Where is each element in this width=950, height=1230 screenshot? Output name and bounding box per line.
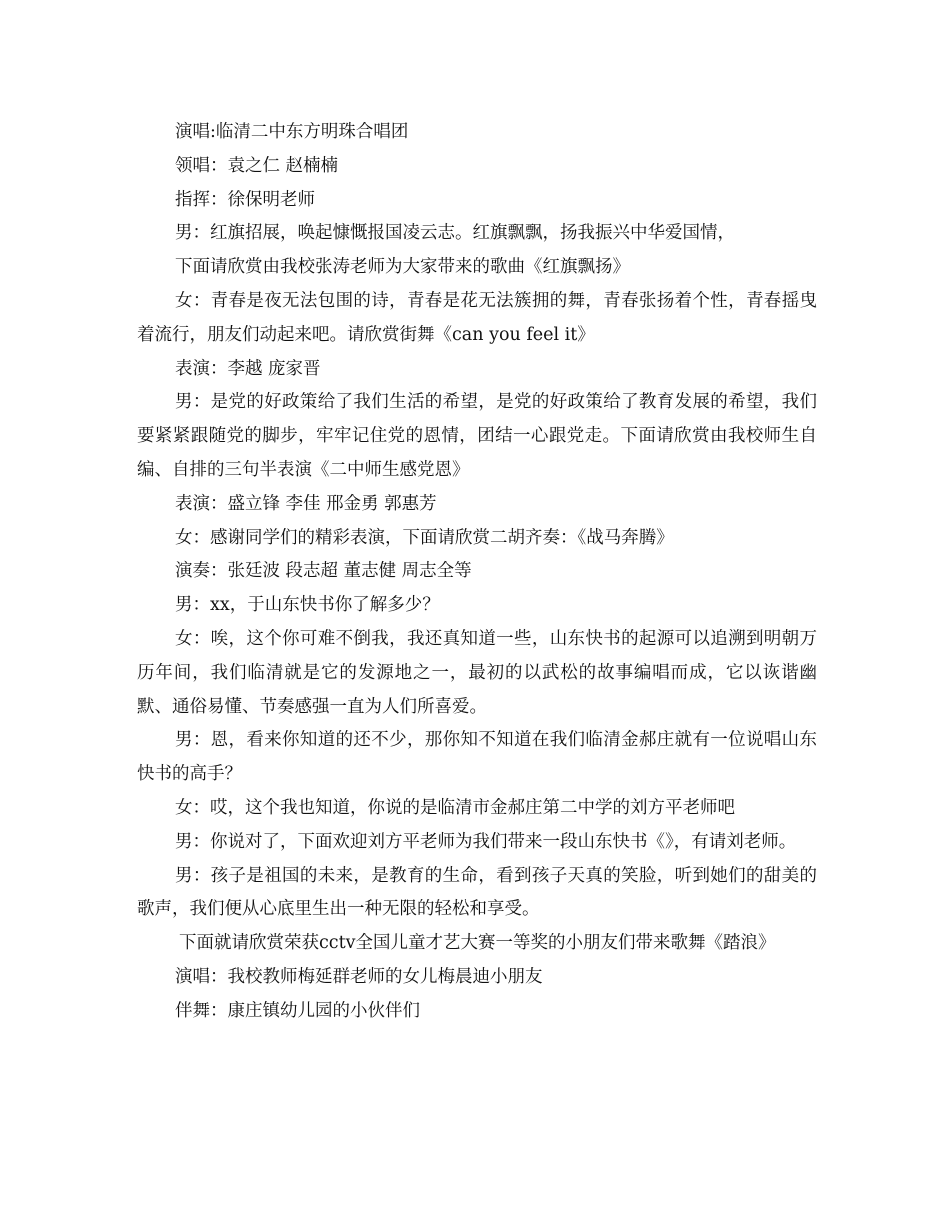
paragraph-performers-dance: 表演：李越 庞家晋 xyxy=(175,358,321,379)
paragraph-lead-singers: 领唱：袁之仁 赵楠楠 xyxy=(175,155,339,176)
paragraph-male-question: 男：xx，于山东快书你了解多少？ xyxy=(175,595,440,616)
paragraph-song-intro: 下面请欣赏由我校张涛老师为大家带来的歌曲《红旗飘扬》 xyxy=(175,257,630,278)
paragraph-child-singer: 演唱：我校教师梅延群老师的女儿梅晨迪小朋友 xyxy=(175,966,543,987)
paragraph-performers-sketch: 表演：盛立锋 李佳 邢金勇 郭惠芳 xyxy=(175,493,437,514)
paragraph-male-red-flag: 男：红旗招展，唤起慷慨报国凌云志。红旗飘飘，扬我振兴中华爱国情， xyxy=(175,223,735,244)
paragraph-female-youth: 女：青春是夜无法包围的诗，青春是花无法簇拥的舞，青春张扬着个性，青春摇曳着流行，朋友们动起来吧。请欣赏街舞《can you feel it》 xyxy=(137,290,817,345)
paragraph-female-teacher: 女：哎，这个我也知道，你说的是临清市金郝庄第二中学的刘方平老师吧 xyxy=(175,797,735,818)
document-body xyxy=(137,116,817,1029)
paragraph-backup-dancers: 伴舞：康庄镇幼儿园的小伙伴们 xyxy=(175,1000,420,1021)
paragraph-conductor: 指挥：徐保明老师 xyxy=(175,189,315,210)
paragraph-erhu-players: 演奏：张廷波 段志超 董志健 周志全等 xyxy=(175,561,472,582)
paragraph-dance-intro: 下面就请欣赏荣获cctv全国儿童才艺大赛一等奖的小朋友们带来歌舞《踏浪》 xyxy=(179,933,776,954)
paragraph-female-kuaishu-history: 女：唉，这个你可难不倒我，我还真知道一些，山东快书的起源可以追溯到明朝万历年间，我们临清就是它的发源地之一，最初的以武松的故事编唱而成，它以诙谐幽默、通俗易懂、节奏感强一直为人们所喜爱。 xyxy=(137,628,817,717)
paragraph-male-party: 男：是党的好政策给了我们生活的希望，是党的好政策给了教育发展的希望，我们要紧紧跟随党的脚步，牢牢记住党的恩情，团结一心跟党走。下面请欣赏由我校师生自编、自排的三句半表演《二中师生感党恩》 xyxy=(137,392,817,480)
paragraph-male-kuaishu-master: 男：恩，看来你知道的还不少，那你知不知道在我们临清金郝庄就有一位说唱山东快书的高手？ xyxy=(137,730,817,785)
paragraph-female-erhu: 女：感谢同学们的精彩表演，下面请欣赏二胡齐奏：《战马奔腾》 xyxy=(175,527,674,548)
paragraph-male-children: 男：孩子是祖国的未来，是教育的生命，看到孩子天真的笑脸，听到她们的甜美的歌声，我们便从心底里生出一种无限的轻松和享受。 xyxy=(137,865,817,920)
paragraph-singing-choir: 演唱:临清二中东方明珠合唱团 xyxy=(175,122,409,142)
paragraph-male-welcome: 男：你说对了，下面欢迎刘方平老师为我们带来一段山东快书《》，有请刘老师。 xyxy=(175,831,797,852)
